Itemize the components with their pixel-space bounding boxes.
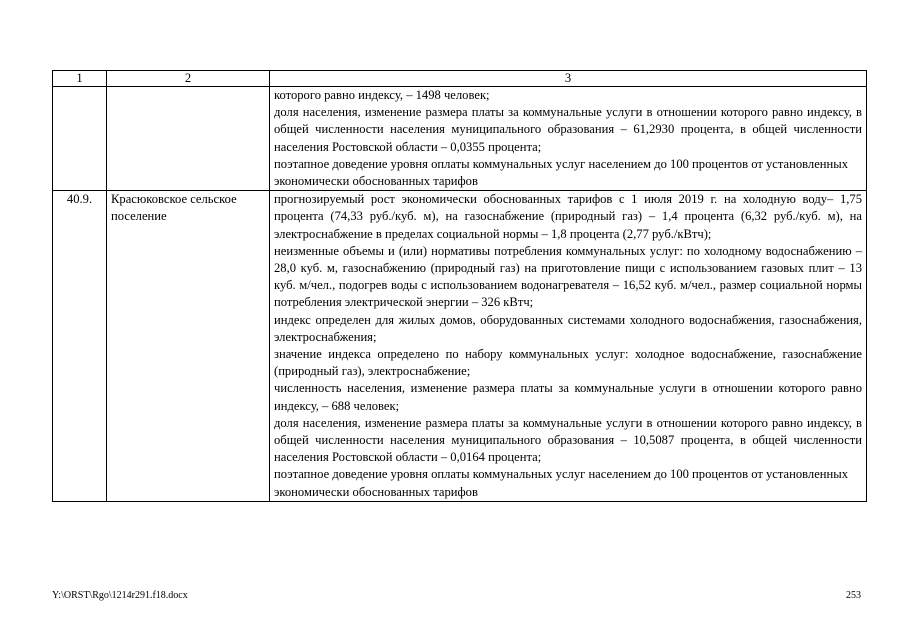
paragraph: поэтапное доведение уровня оплаты коммунальных услуг населением до 100 процентов от установленных экономически обоснованных тарифов: [274, 467, 849, 499]
header-col-3: 3: [270, 71, 867, 87]
footer-file-path: Y:\ORST\Rgo\1214r291.f18.docx: [52, 590, 188, 601]
row-description: [270, 191, 867, 502]
row-number: [53, 87, 107, 191]
paragraph: неизменные объемы и (или) нормативы потребления коммунальных услуг: по холодному водоснабжению – 28,0 куб. м, газоснабжению (природный газ) на приготовление пищи с использованием газовых плит – 13 куб. м/чел., подогрев воды с использованием водонагревателя – 16,52 куб. м/чел., размер социальной нормы потребления электрической энергии – 326 кВтч;: [274, 243, 862, 310]
row-name: Красюковское сельское поселение: [107, 191, 270, 502]
table-row-continuation: [53, 87, 867, 191]
paragraph: прогнозируемый рост экономически обоснованных тарифов с 1 июля 2019 г. на холодную воду– 1,75 процента (74,33 руб./куб. м), на газоснабжение (природный газ) – 1,4 процента (6,32 руб./куб. м), на электроснабжение в пределах социальной нормы – 1,8 процента (2,77 руб./кВтч);: [274, 192, 862, 241]
row-name: [107, 87, 270, 191]
paragraph: значение индекса определено по набору коммунальных услуг: холодное водоснабжение, газоснабжение (природный газ), электроснабжение;: [274, 347, 862, 379]
header-col-1: 1: [53, 71, 107, 87]
row-description: [270, 87, 867, 191]
paragraph: которого равно индексу, – 1498 человек;: [274, 88, 490, 102]
footer-page-number: 253: [846, 590, 861, 601]
paragraph: численность населения, изменение размера платы за коммунальные услуги в отношении которого равно индексу, – 688 человек;: [274, 381, 862, 413]
header-col-2: 2: [107, 71, 270, 87]
header-row: [53, 71, 867, 87]
row-number: 40.9.: [53, 191, 107, 502]
paragraph: доля населения, изменение размера платы за коммунальные услуги в отношении которого равно индексу, в общей численности населения муниципального образования – 61,2930 процента, в общей численности населения Ростовской области – 0,0355 процента;: [274, 105, 862, 154]
paragraph: индекс определен для жилых домов, оборудованных системами холодного водоснабжения, газоснабжения, электроснабжения;: [274, 312, 862, 344]
paragraph: доля населения, изменение размера платы за коммунальные услуги в отношении которого равно индексу, в общей численности населения муниципального образования – 10,5087 процента, в общей численности населения Ростовской области – 0,0164 процента;: [274, 415, 862, 465]
table-row-40-9: [53, 191, 867, 502]
data-table: [52, 70, 867, 502]
paragraph: поэтапное доведение уровня оплаты коммунальных услуг населением до 100 процентов от установленных экономически обоснованных тарифов: [274, 156, 849, 189]
